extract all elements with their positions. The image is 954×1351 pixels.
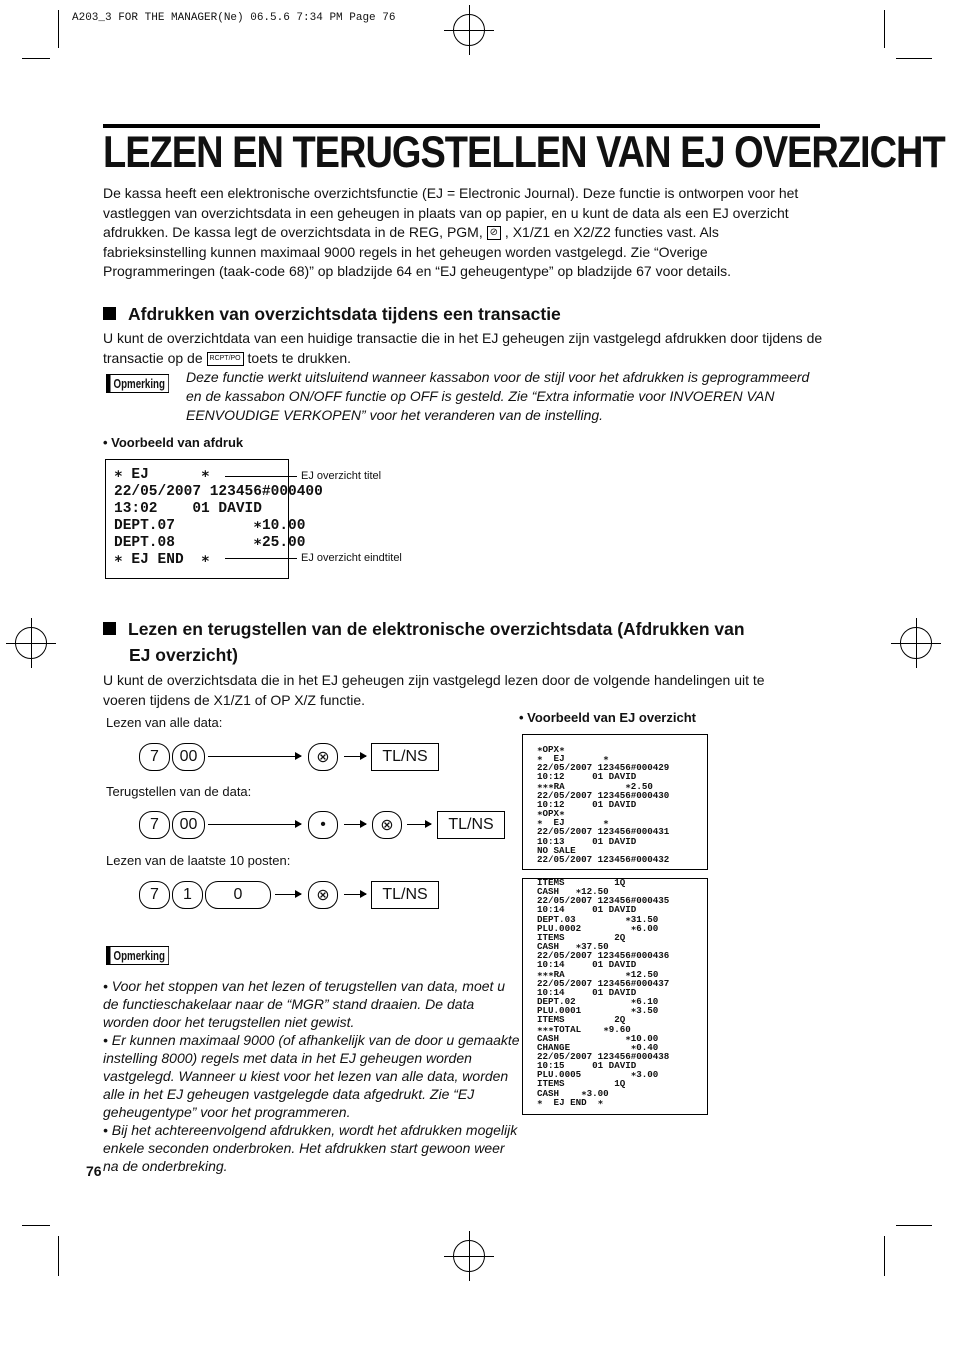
section1-text-2: toets te drukken. — [247, 349, 352, 366]
key-tlns: TL/NS — [371, 743, 439, 771]
receipt-lines — [114, 467, 323, 569]
annotation-end: EJ overzicht eindtitel — [301, 552, 402, 564]
key-multiply: ⊗ — [372, 811, 402, 839]
ej-receipt-line: 10:15 01 DAVID — [537, 1060, 637, 1072]
ej-receipt-line: ∗OPX∗ — [537, 808, 565, 820]
example-label: • Voorbeeld van afdruk — [103, 435, 244, 450]
annotation-line — [225, 476, 297, 477]
receipt-line: 13:02 01 DAVID — [114, 501, 262, 517]
key-1: 1 — [172, 881, 203, 909]
section1-text-1: U kunt de overzichtdata van een huidige transactie die in het EJ geheugen zijn vastgelegd afdrukken door tijdens de transactie op de — [103, 330, 823, 366]
print-header: A203_3 FOR THE MANAGER(Ne) 06.5.6 7:34 PM Page 76 — [72, 12, 396, 24]
crop-mark — [22, 58, 50, 59]
arrow — [275, 894, 301, 895]
ej-receipt-line: 22/05/2007 123456#000436 — [537, 950, 670, 962]
ej-receipt-line: CASH ∗3.00 — [537, 1087, 609, 1099]
ej-receipt-line: DEPT.02 ∗6.10 — [537, 996, 659, 1008]
ej-receipt-part1 — [537, 745, 669, 873]
ej-receipt-line: ∗∗∗RA ∗12.50 — [537, 968, 659, 980]
ej-receipt-line: ITEMS 2Q — [537, 931, 626, 943]
registration-mark — [453, 1240, 485, 1272]
ej-receipt-line: NO SALE — [537, 844, 576, 856]
ej-receipt-line: 22/05/2007 123456#000437 — [537, 977, 670, 989]
ej-receipt-line: ∗∗∗TOTAL ∗9.60 — [537, 1023, 631, 1035]
key-multiply: ⊗ — [308, 881, 338, 909]
ej-receipt-line: PLU.0001 ∗3.50 — [537, 1005, 659, 1017]
ej-receipt-part2 — [537, 878, 669, 1107]
receipt-line: 22/05/2007 123456#000400 — [114, 484, 323, 500]
ej-receipt-line: 22/05/2007 123456#000432 — [537, 853, 670, 865]
key-multiply: ⊗ — [308, 743, 338, 771]
section2-heading-line1: Lezen en terugstellen van de elektronische overzichtsdata (Afdrukken van — [128, 619, 745, 639]
arrow — [208, 824, 301, 825]
annotation-title: EJ overzicht titel — [301, 470, 382, 482]
ej-receipt-line: ∗ EJ END ∗ — [537, 1096, 604, 1108]
note-bullet: • Voor het stoppen van het lezen of terugstellen van data, moet u de functieschakelaar naar de “MGR” stand draaien. De data worden door het terugstellen niet gewist. — [103, 978, 506, 1030]
ej-receipt-line: 22/05/2007 123456#000430 — [537, 789, 670, 801]
key-7: 7 — [139, 811, 170, 839]
square-bullet-icon — [103, 307, 116, 320]
crop-mark — [884, 1236, 885, 1276]
ej-receipt-line: 10:14 01 DAVID — [537, 986, 637, 998]
crop-mark — [896, 1225, 932, 1226]
key-7: 7 — [139, 743, 170, 771]
receipt-sample — [105, 459, 323, 579]
ej-receipt-line: 22/05/2007 123456#000431 — [537, 826, 670, 838]
registration-mark — [453, 14, 485, 46]
ej-receipt-line: 10:12 01 DAVID — [537, 798, 637, 810]
ej-receipt-line: ITEMS 1Q — [537, 877, 626, 888]
page-number: 76 — [86, 1163, 102, 1179]
receipt-line: ∗ EJ ∗ — [114, 467, 210, 483]
notes-list — [103, 977, 521, 1175]
ej-receipt-line: ∗ EJ ∗ — [537, 817, 609, 829]
ej-receipt-line: 10:13 01 DAVID — [537, 835, 637, 847]
ej-receipt-line: 10:14 01 DAVID — [537, 904, 637, 916]
intro-paragraph — [103, 184, 823, 282]
intro-text-2: , X1/Z1 en X2/Z2 functies vast. Als fabrieksinstelling kunnen maximaal 9000 regels in het geheugen worden vastgelegd. Zie “Overige Programmeringen (taak-code 68)” op bladzijde 64 en “EJ geheugentype” op bladzijde 67 voor details. — [103, 224, 732, 279]
crop-mark — [22, 1225, 50, 1226]
receipt-line: ∗ EJ END ∗ — [114, 552, 210, 568]
ej-receipt-line: 22/05/2007 123456#000438 — [537, 1050, 670, 1062]
arrow — [344, 756, 366, 757]
seq2-label: Terugstellen van de data: — [106, 784, 252, 799]
key-tlns: TL/NS — [437, 811, 505, 839]
ej-receipt-line: 22/05/2007 123456#000429 — [537, 762, 670, 774]
ej-receipt-line: DEPT.03 ∗31.50 — [537, 913, 659, 925]
section1-heading-text: Afdrukken van overzichtsdata tijdens een transactie — [128, 304, 561, 324]
ej-receipt-line: CHANGE ∗0.40 — [537, 1041, 659, 1053]
ej-receipt-line: CASH ∗12.50 — [537, 886, 609, 898]
note-text: Deze functie werkt uitsluitend wanneer kassabon voor de stijl voor het afdrukken is geprogrammeerd en de kassabon ON/OFF functie op OFF is gesteld. Zie “Extra informatie voor INVOEREN VAN EENVOUDIGE VERKOPEN” voor het veranderen van de instelling. — [186, 369, 810, 423]
section1-paragraph — [103, 329, 823, 368]
seq1-label: Lezen van alle data: — [106, 715, 223, 730]
seq3-label: Lezen van de laatste 10 posten: — [106, 853, 291, 868]
mode-switch-icon: ⊘ — [487, 226, 501, 240]
note-badge: Opmerking — [106, 374, 190, 393]
key-dot: • — [308, 811, 338, 839]
section2-heading — [103, 616, 823, 668]
ej-receipt-line: PLU.0005 ∗3.00 — [537, 1069, 659, 1081]
section1-heading — [103, 301, 561, 327]
ej-receipt-line: PLU.0002 ∗6.00 — [537, 922, 659, 934]
note-bullet: • Er kunnen maximaal 9000 (of afhankelijk van de door u gemaakte instelling 8000) regels met data in het EJ geheugen worden vastgelegd. Wanneer u kiest voor het lezen van alle data, worden alle in het EJ geheugen vastgelegde data afgedrukt. Zie “EJ geheugentype” voor het programmeren. — [103, 1032, 520, 1120]
crop-mark — [58, 1236, 59, 1276]
page-title: LEZEN EN TERUGSTELLEN VAN EJ OVERZICHT — [103, 128, 945, 178]
ej-receipt-line: 10:14 01 DAVID — [537, 959, 637, 971]
note-bullet: • Bij het achtereenvolgend afdrukken, wordt het afdrukken mogelijk enkele seconden onderbroken. Het afdrukken start gewoon weer na de onderbreking. — [103, 1122, 518, 1174]
ej-receipt-line: CASH ∗37.50 — [537, 941, 609, 953]
key-00: 00 — [172, 743, 205, 771]
section2-heading-line2: EJ overzicht) — [129, 645, 238, 665]
crop-mark — [884, 10, 885, 48]
key-00: 00 — [172, 811, 205, 839]
registration-mark — [900, 627, 932, 659]
annotation-line — [225, 558, 297, 559]
ej-receipt-line: CASH ∗10.00 — [537, 1032, 659, 1044]
key-7: 7 — [139, 881, 170, 909]
ej-receipt-line: ∗∗∗RA ∗2.50 — [537, 780, 653, 792]
arrow — [208, 756, 301, 757]
crop-mark — [896, 58, 932, 59]
crop-mark — [58, 10, 59, 48]
receipt-line: DEPT.08 ∗25.00 — [114, 535, 306, 551]
ej-receipt-line: ∗ EJ ∗ — [537, 753, 609, 765]
ej-receipt-line: 10:12 01 DAVID — [537, 771, 637, 783]
section2-paragraph: U kunt de overzichtsdata die in het EJ geheugen zijn vastgelegd lezen door de volgende handelingen uit te voeren tijdens de X1/Z1 of OP X/Z functie. — [103, 672, 765, 708]
note-badge: Opmerking — [106, 946, 190, 965]
square-bullet-icon — [103, 622, 116, 635]
arrow — [344, 824, 366, 825]
ej-receipt — [522, 734, 708, 1115]
ej-example-label: • Voorbeeld van EJ overzicht — [519, 710, 696, 725]
key-tlns: TL/NS — [371, 881, 439, 909]
intro-text-1: De kassa heeft een elektronische overzichtsfunctie (EJ = Electronic Journal). Deze functie is ontworpen voor het vastleggen van overzichtsdata in een geheugen in plaats van op papier, en u kunt de data als een EJ overzicht afdrukken. De kassa legt de overzichtsdata in de REG, PGM, — [103, 185, 799, 240]
ej-receipt-line: 22/05/2007 123456#000435 — [537, 895, 670, 907]
arrow — [344, 894, 366, 895]
ej-receipt-line: ITEMS 2Q — [537, 1014, 626, 1026]
receipt-line: DEPT.07 ∗10.00 — [114, 518, 306, 534]
ej-receipt-line: ITEMS 1Q — [537, 1078, 626, 1090]
rcpt-po-key-icon: RCPT/PO — [207, 352, 244, 366]
ej-receipt-line: ∗OPX∗ — [537, 745, 565, 755]
arrow — [407, 824, 431, 825]
registration-mark — [15, 627, 47, 659]
key-0: 0 — [205, 881, 271, 909]
